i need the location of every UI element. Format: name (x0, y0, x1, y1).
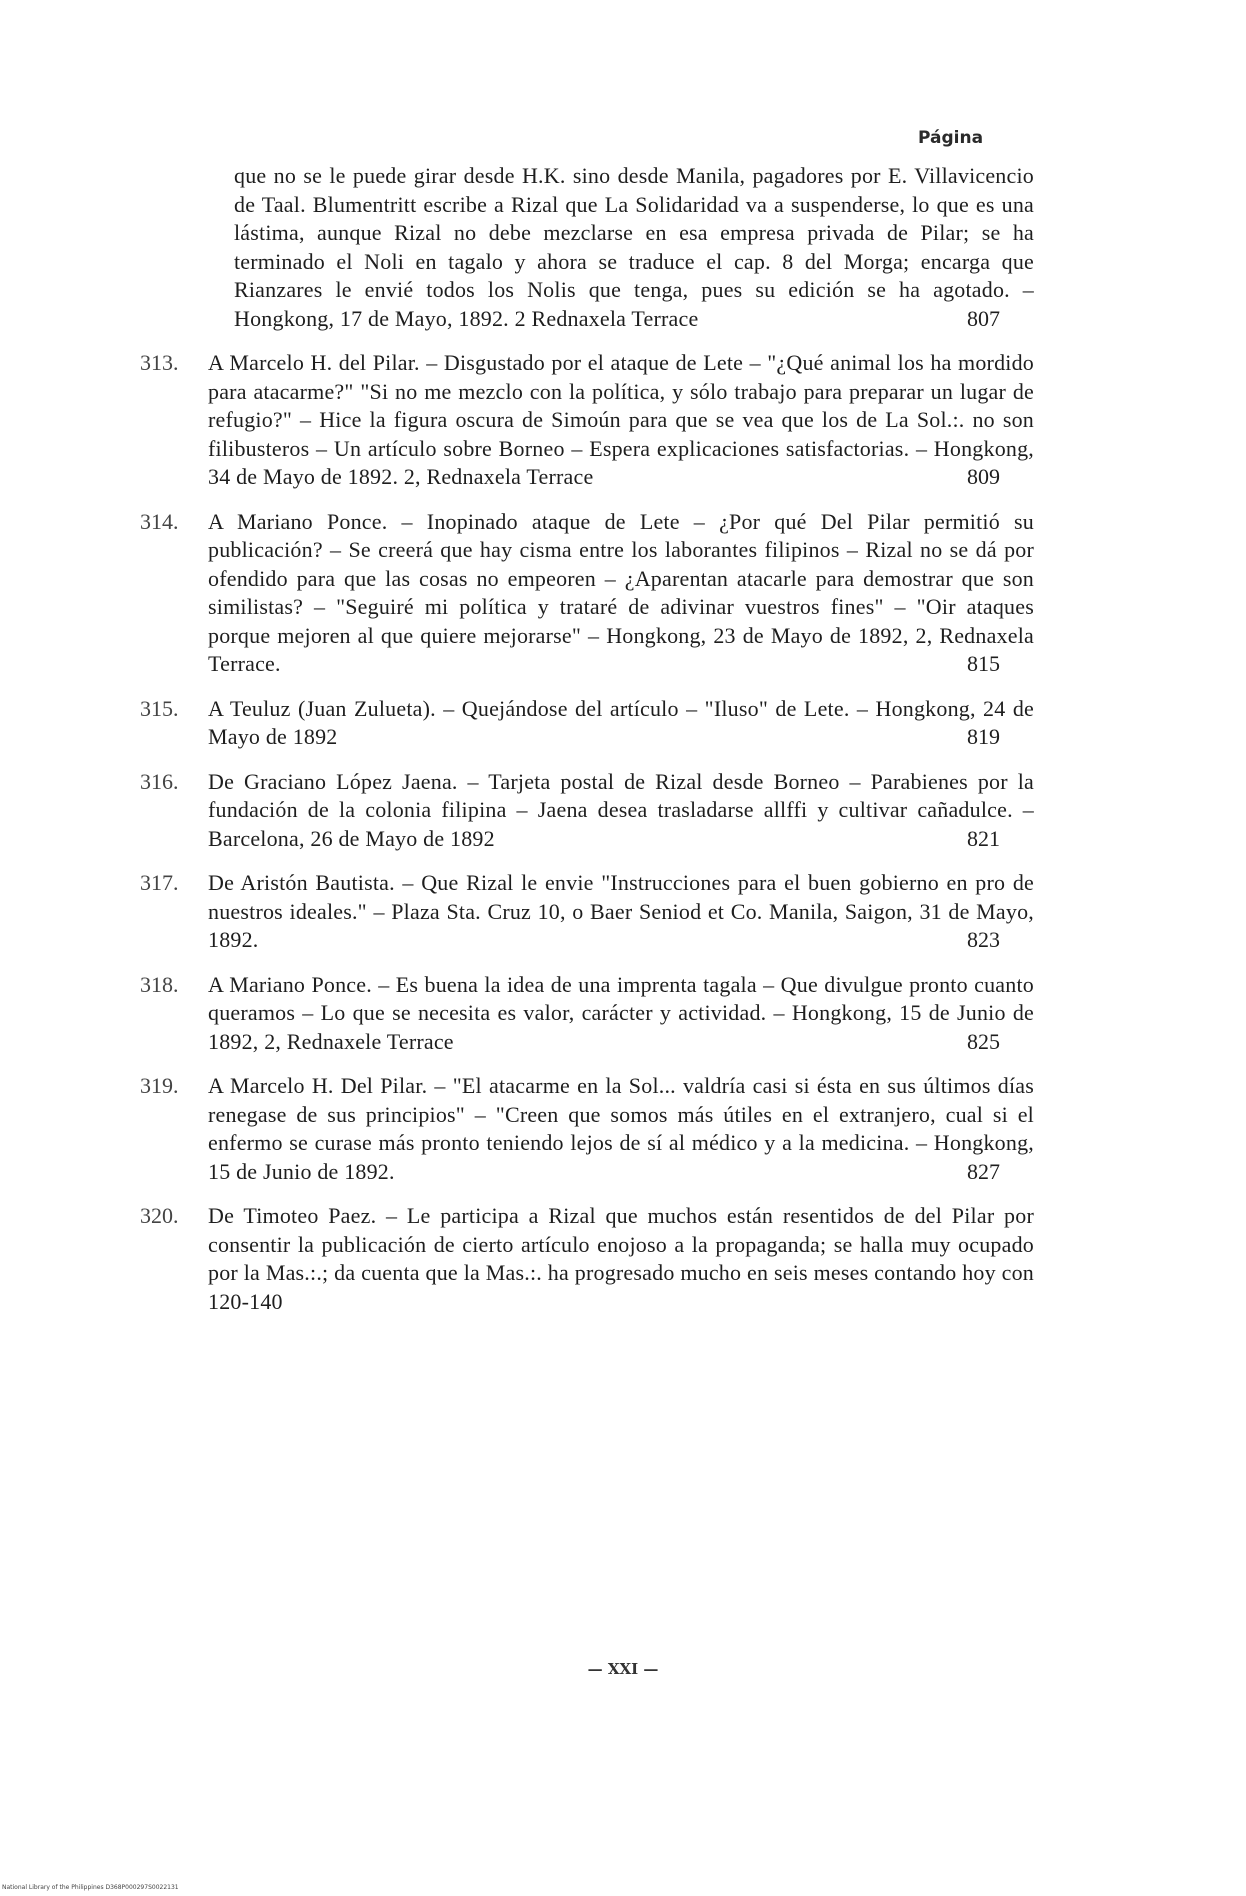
entry-page-number: 821 (967, 825, 1000, 851)
entry-text: A Marcelo H. del Pilar. – Disgustado por el ataque de Lete – "¿Qué animal los ha mordido para atacarme?" "Si no me mezclo con la política, y sólo trabajo para preparar un lugar de refugio?" – Hice la figura oscura de Simoún para que se vea que los de La Sol.:. no son filibusteros – Un artículo sobre Borneo – Espera explicaciones satisfactorias. – Hongkong, 34 de Mayo de 1892. 2, Rednaxela Terrace (208, 350, 1034, 489)
index-entry (140, 695, 1034, 752)
entry-text: A Mariano Ponce. – Es buena la idea de una imprenta tagala – Que divulgue pronto cuanto queramos – Lo que se necesita es valor, carácter y actividad. – Hongkong, 15 de Junio de 1892, 2, Rednaxele Terrace (208, 971, 1034, 1054)
entry-page-number: 819 (967, 724, 1000, 749)
index-entry (140, 349, 1034, 492)
index-entry (140, 1202, 1034, 1316)
index-entry (140, 869, 1034, 955)
entry-number: 317. (140, 870, 179, 895)
library-imprint: National Library of the Philippines D368P000297S0022131 (2, 1884, 179, 1891)
entry-page-number: 827 (967, 1158, 1000, 1184)
index-entry (140, 162, 1034, 333)
entry-text: De Aristón Bautista. – Que Rizal le envie "Instrucciones para el buen gobierno en pro de nuestros ideales." – Plaza Sta. Cruz 10, o Baer Seniod et Co. Manila, Saigon, 31 de Mayo, 1892. (208, 870, 1034, 952)
entry-text: A Mariano Ponce. – Inopinado ataque de Lete – ¿Por qué Del Pilar permitió su publicación? – Se creerá que hay cisma entre los laborantes filipinos – Rizal no se dá por ofendido para que las cosas no empeoren – ¿Aparentan atacarle para demostrar que son similistas? – "Seguiré mi política y trataré de adivinar vuestros fines" – "Oir ataques porque mejoren al que quiere mejorarse" – Hongkong, 23 de Mayo de 1892, 2, Rednaxela Terrace. (208, 508, 1034, 676)
entry-number: 313. (140, 350, 179, 375)
entry-number: 319. (140, 1073, 179, 1098)
entry-page-number: 807 (967, 305, 1000, 331)
entry-page-number: 823 (967, 927, 1000, 952)
entry-text: A Teuluz (Juan Zulueta). – Quejándose del artículo – "Iluso" de Lete. – Hongkong, 24 de Mayo de 1892 (208, 695, 1034, 749)
entry-number: 318. (140, 971, 179, 997)
entry-number: 320. (140, 1203, 179, 1228)
index-entry (140, 1072, 1034, 1186)
entry-text: De Graciano López Jaena. – Tarjeta postal de Rizal desde Borneo – Parabienes por la fundación de la colonia filipina – Jaena desea trasladarse allffi y cultivar cañadulce. – Barcelona, 26 de Mayo de 1892 (208, 768, 1034, 851)
page-column-header: Página (918, 128, 984, 148)
entry-text: que no se le puede girar desde H.K. sino desde Manila, pagadores por E. Villavicencio de Taal. Blumentritt escribe a Rizal que La Solidaridad va a suspenderse, lo que es una lástima, aunque Rizal no debe mezclarse en esa empresa privada de Pilar; se ha terminado el Noli en tagalo y ahora se traduce el cap. 8 del Morga; encarga que Rianzares le envié todos los Nolis que tenga, pues su edición se ha agotado. – Hongkong, 17 de Mayo, 1892. 2 Rednaxela Terrace (234, 163, 1034, 331)
index-entries (140, 162, 1034, 1332)
entry-page-number: 815 (967, 651, 1000, 676)
entry-number: 314. (140, 508, 179, 534)
entry-page-number: 809 (967, 464, 1000, 489)
entry-number: 315. (140, 695, 179, 721)
page-number-footer: — XXI — (587, 1660, 659, 1678)
index-entry (140, 971, 1034, 1057)
entry-text: A Marcelo H. Del Pilar. – "El atacarme en la Sol... valdría casi si ésta en sus últimos días renegase de sus principios" – "Creen que somos más útiles en el extranjero, cual si el enfermo se curase más pronto teniendo lejos de sí al médico y a la medicina. – Hongkong, 15 de Junio de 1892. (208, 1073, 1034, 1184)
entry-number: 316. (140, 768, 179, 794)
index-entry (140, 508, 1034, 679)
index-entry (140, 768, 1034, 854)
entry-page-number: 825 (967, 1028, 1000, 1054)
entry-text: De Timoteo Paez. – Le participa a Rizal que muchos están resentidos de del Pilar por consentir la publicación de cierto artículo enojoso a la propaganda; se halla muy ocupado por la Mas.:.; da cuenta que la Mas.:. ha progresado mucho en seis meses contando hoy con 120-140 (208, 1203, 1034, 1314)
